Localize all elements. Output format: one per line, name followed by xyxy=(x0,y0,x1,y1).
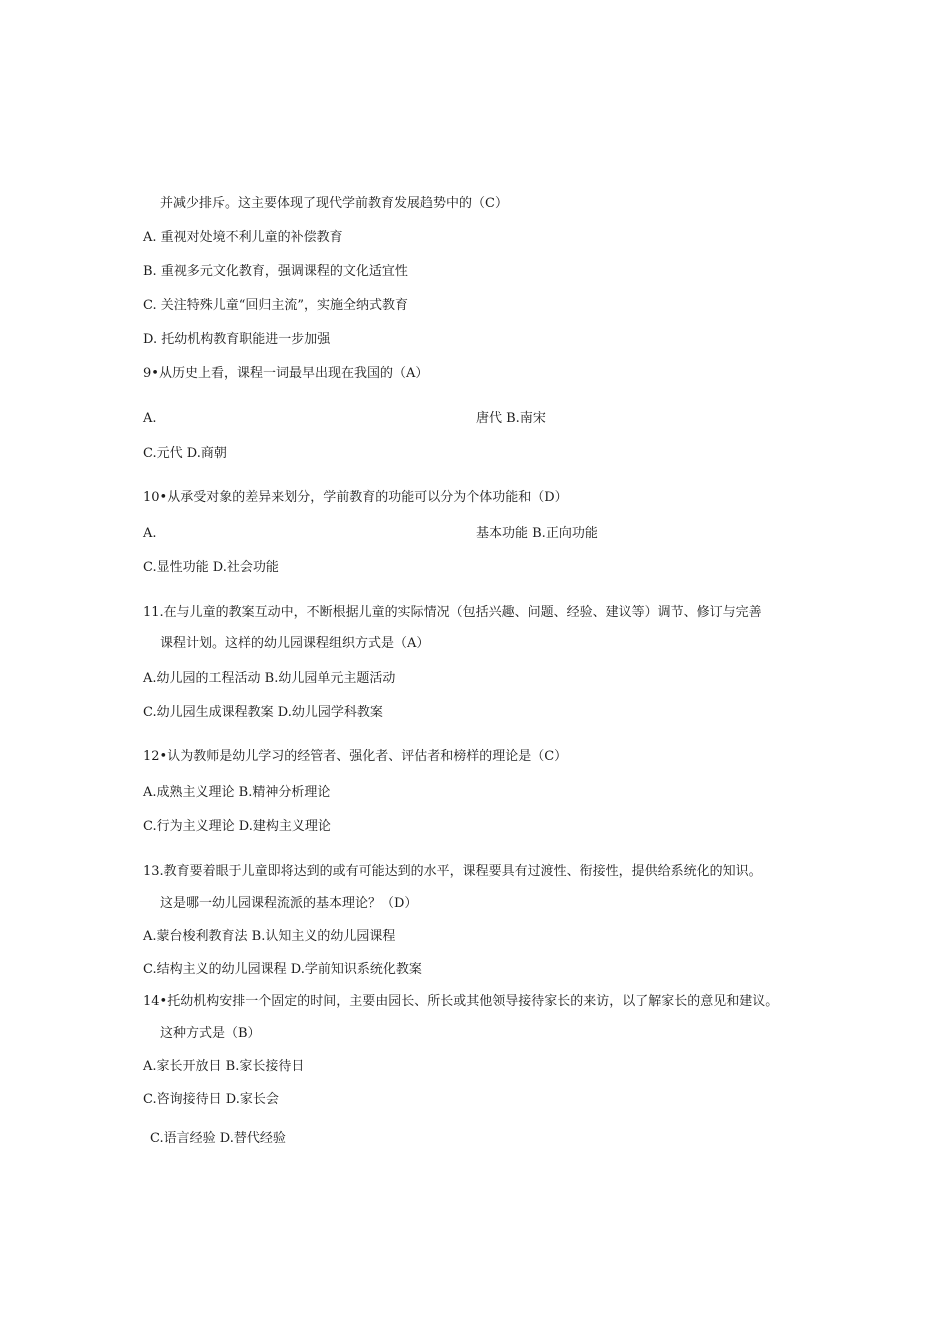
question-12-options-cd: C.行为主义理论 D.建构主义理论 xyxy=(143,819,331,834)
question-13-continued: 这是哪一幼儿园课程流派的基本理论？（D） xyxy=(160,896,418,911)
question-14: 14•托幼机构安排一个固定的时间，主要由园长、所长或其他领导接待家长的来访，以了解家长的意见和建议。 xyxy=(143,994,779,1009)
stray-options-cd: C.语言经验 D.替代经验 xyxy=(150,1131,286,1146)
question-13: 13.教育要着眼于儿童即将达到的或有可能达到的水平，课程要具有过渡性、衔接性，提供给系统化的知识。 xyxy=(143,864,762,879)
question-9-options-ab: 唐代 B.南宋 xyxy=(476,411,546,426)
option-b: B. 重视多元文化教育，强调课程的文化适宜性 xyxy=(143,264,408,279)
question-9-option-a-marker: A. xyxy=(143,411,157,426)
question-9: 9•从历史上看，课程一词最早出现在我国的（A） xyxy=(143,366,429,381)
question-10: 10•从承受对象的差异来划分，学前教育的功能可以分为个体功能和（D） xyxy=(143,490,568,505)
question-9-options-cd: C.元代 D.商朝 xyxy=(143,446,227,461)
question-10-options-ab: 基本功能 B.正向功能 xyxy=(476,526,598,541)
question-11-continued: 课程计划。这样的幼儿园课程组织方式是（A） xyxy=(160,636,430,651)
question-11: 11.在与儿童的教案互动中，不断根据儿童的实际情况（包括兴趣、问题、经验、建议等）调节、修订与完善 xyxy=(143,605,762,620)
question-12: 12•认为教师是幼儿学习的经管者、强化者、评估者和榜样的理论是（C） xyxy=(143,749,568,764)
question-10-options-cd: C.显性功能 D.社会功能 xyxy=(143,560,279,575)
question-10-option-a-marker: A. xyxy=(143,526,157,541)
question-13-options-cd: C.结构主义的幼儿园课程 D.学前知识系统化教案 xyxy=(143,962,422,977)
question-13-options-ab: A.蒙台梭利教育法 B.认知主义的幼儿园课程 xyxy=(143,929,396,944)
question-14-options-cd: C.咨询接待日 D.家长会 xyxy=(143,1092,279,1107)
question-14-continued: 这种方式是（B） xyxy=(160,1026,261,1041)
question-14-options-ab: A.家长开放日 B.家长接待日 xyxy=(143,1059,305,1074)
continued-question-text: 并减少排斥。这主要体现了现代学前教育发展趋势中的（C） xyxy=(160,196,508,211)
option-a: A. 重视对处境不利儿童的补偿教育 xyxy=(143,230,343,245)
option-d: D. 托幼机构教育职能进一步加强 xyxy=(143,332,331,347)
question-12-options-ab: A.成熟主义理论 B.精神分析理论 xyxy=(143,785,331,800)
question-11-options-cd: C.幼儿园生成课程教案 D.幼儿园学科教案 xyxy=(143,705,383,720)
question-11-options-ab: A.幼儿园的工程活动 B.幼儿园单元主题活动 xyxy=(143,671,396,686)
option-c: C. 关注特殊儿童“回归主流”，实施全纳式教育 xyxy=(143,298,409,313)
